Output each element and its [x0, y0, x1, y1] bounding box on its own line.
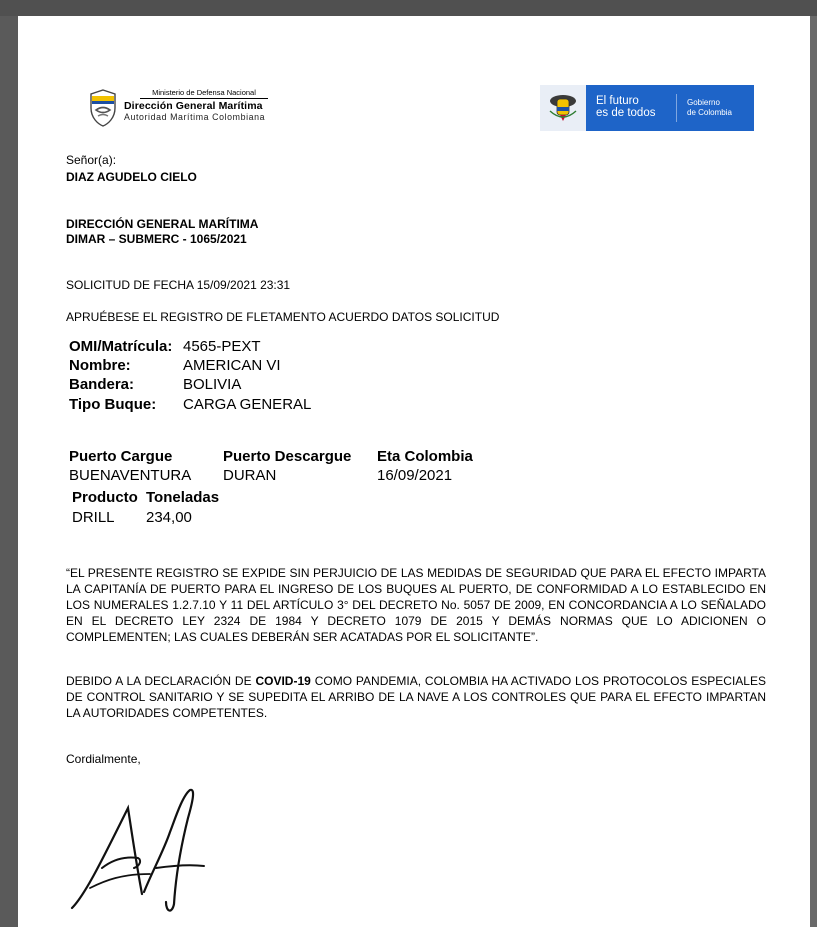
gov-slogan-line1: El futuro: [596, 95, 639, 107]
load-port-label: Puerto Cargue: [69, 448, 173, 465]
omi-label: OMI/Matrícula:: [69, 338, 173, 355]
reference-line2: DIMAR – SUBMERC - 1065/2021: [66, 232, 247, 246]
dimar-subtitle: Autoridad Marítima Colombiana: [124, 112, 266, 122]
flag-value: BOLIVIA: [183, 376, 242, 393]
legal-paragraph: “EL PRESENTE REGISTRO SE EXPIDE SIN PERJUICIO DE LAS MEDIDAS DE SEGURIDAD QUE PARA EL EFECTO IMPARTA LA CAPITANÍA DE PUERTO PARA EL INGRESO DE LOS BUQUES AL PUERTO, DE CONFORMIDAD A LO ESTABLECIDO EN LOS NUMERALES 1.2.7.10 Y 11 DEL ARTÍCULO 3° DEL DECRETO No. 5057 DE 2009, EN CONCORDANCIA A LO SEÑALADO EN EL DECRETO LEY 2324 DE 1984 Y DECRETO 1079 DE 2015 Y DEMÁS NORMAS QUE LO ADICIONEN O COMPLEMENTEN; LAS CUALES DEBERÁN SER ACATADAS POR EL SOLICITANTE”.: [66, 566, 766, 644]
discharge-port-label: Puerto Descargue: [223, 448, 352, 465]
coat-of-arms-icon: [540, 85, 586, 131]
dimar-name: Dirección General Marítima: [124, 100, 263, 112]
covid-text-bold: COVID-19: [255, 674, 311, 688]
dimar-ministry: Ministerio de Defensa Nacional: [140, 88, 268, 99]
closing: Cordialmente,: [66, 752, 141, 766]
gov-name-line1: Gobierno: [687, 98, 720, 107]
covid-text-before: DEBIDO A LA DECLARACIÓN DE: [66, 674, 256, 688]
product-label: Producto: [72, 489, 138, 506]
recipient-name: DIAZ AGUDELO CIELO: [66, 170, 197, 184]
reference-line1: DIRECCIÓN GENERAL MARÍTIMA: [66, 217, 259, 231]
tons-value: 234,00: [146, 509, 192, 526]
dimar-seal-icon: [88, 88, 118, 128]
salutation: Señor(a):: [66, 153, 117, 167]
covid-text-after: COMO PANDEMIA, COLOMBIA HA ACTIVADO LOS PROTOCOLOS ESPECIALES DE CONTROL SANITARIO Y SE SUPEDITA EL ARRIBO DE LA NAVE A LOS CONTROLES QUE PARA EL EFECTO IMPARTAN LA AUTORIDADES COMPETENTES.: [66, 674, 766, 720]
omi-value: 4565-PEXT: [183, 338, 261, 355]
type-label: Tipo Buque:: [69, 396, 157, 413]
name-label: Nombre:: [69, 357, 131, 374]
gov-divider: [676, 94, 677, 122]
viewer-toolbar: [0, 0, 817, 16]
signature-icon: [66, 782, 216, 922]
flag-label: Bandera:: [69, 376, 135, 393]
viewer-scroll-gutter: [810, 16, 817, 927]
type-value: CARGA GENERAL: [183, 396, 312, 413]
gov-slogan-line2: es de todos: [596, 107, 656, 119]
gobierno-logo: [540, 85, 754, 131]
document-page: [18, 16, 810, 927]
request-line: SOLICITUD DE FECHA 15/09/2021 23:31: [66, 278, 291, 292]
name-value: AMERICAN VI: [183, 357, 281, 374]
dimar-logo: [88, 88, 318, 132]
eta-value: 16/09/2021: [377, 467, 453, 484]
discharge-port-value: DURAN: [223, 467, 277, 484]
covid-paragraph: [66, 673, 766, 721]
approval-line: APRUÉBESE EL REGISTRO DE FLETAMENTO ACUERDO DATOS SOLICITUD: [66, 310, 500, 324]
eta-label: Eta Colombia: [377, 448, 473, 465]
load-port-value: BUENAVENTURA: [69, 467, 192, 484]
tons-label: Toneladas: [146, 489, 220, 506]
gov-name-line2: de Colombia: [687, 108, 732, 117]
product-value: DRILL: [72, 509, 115, 526]
